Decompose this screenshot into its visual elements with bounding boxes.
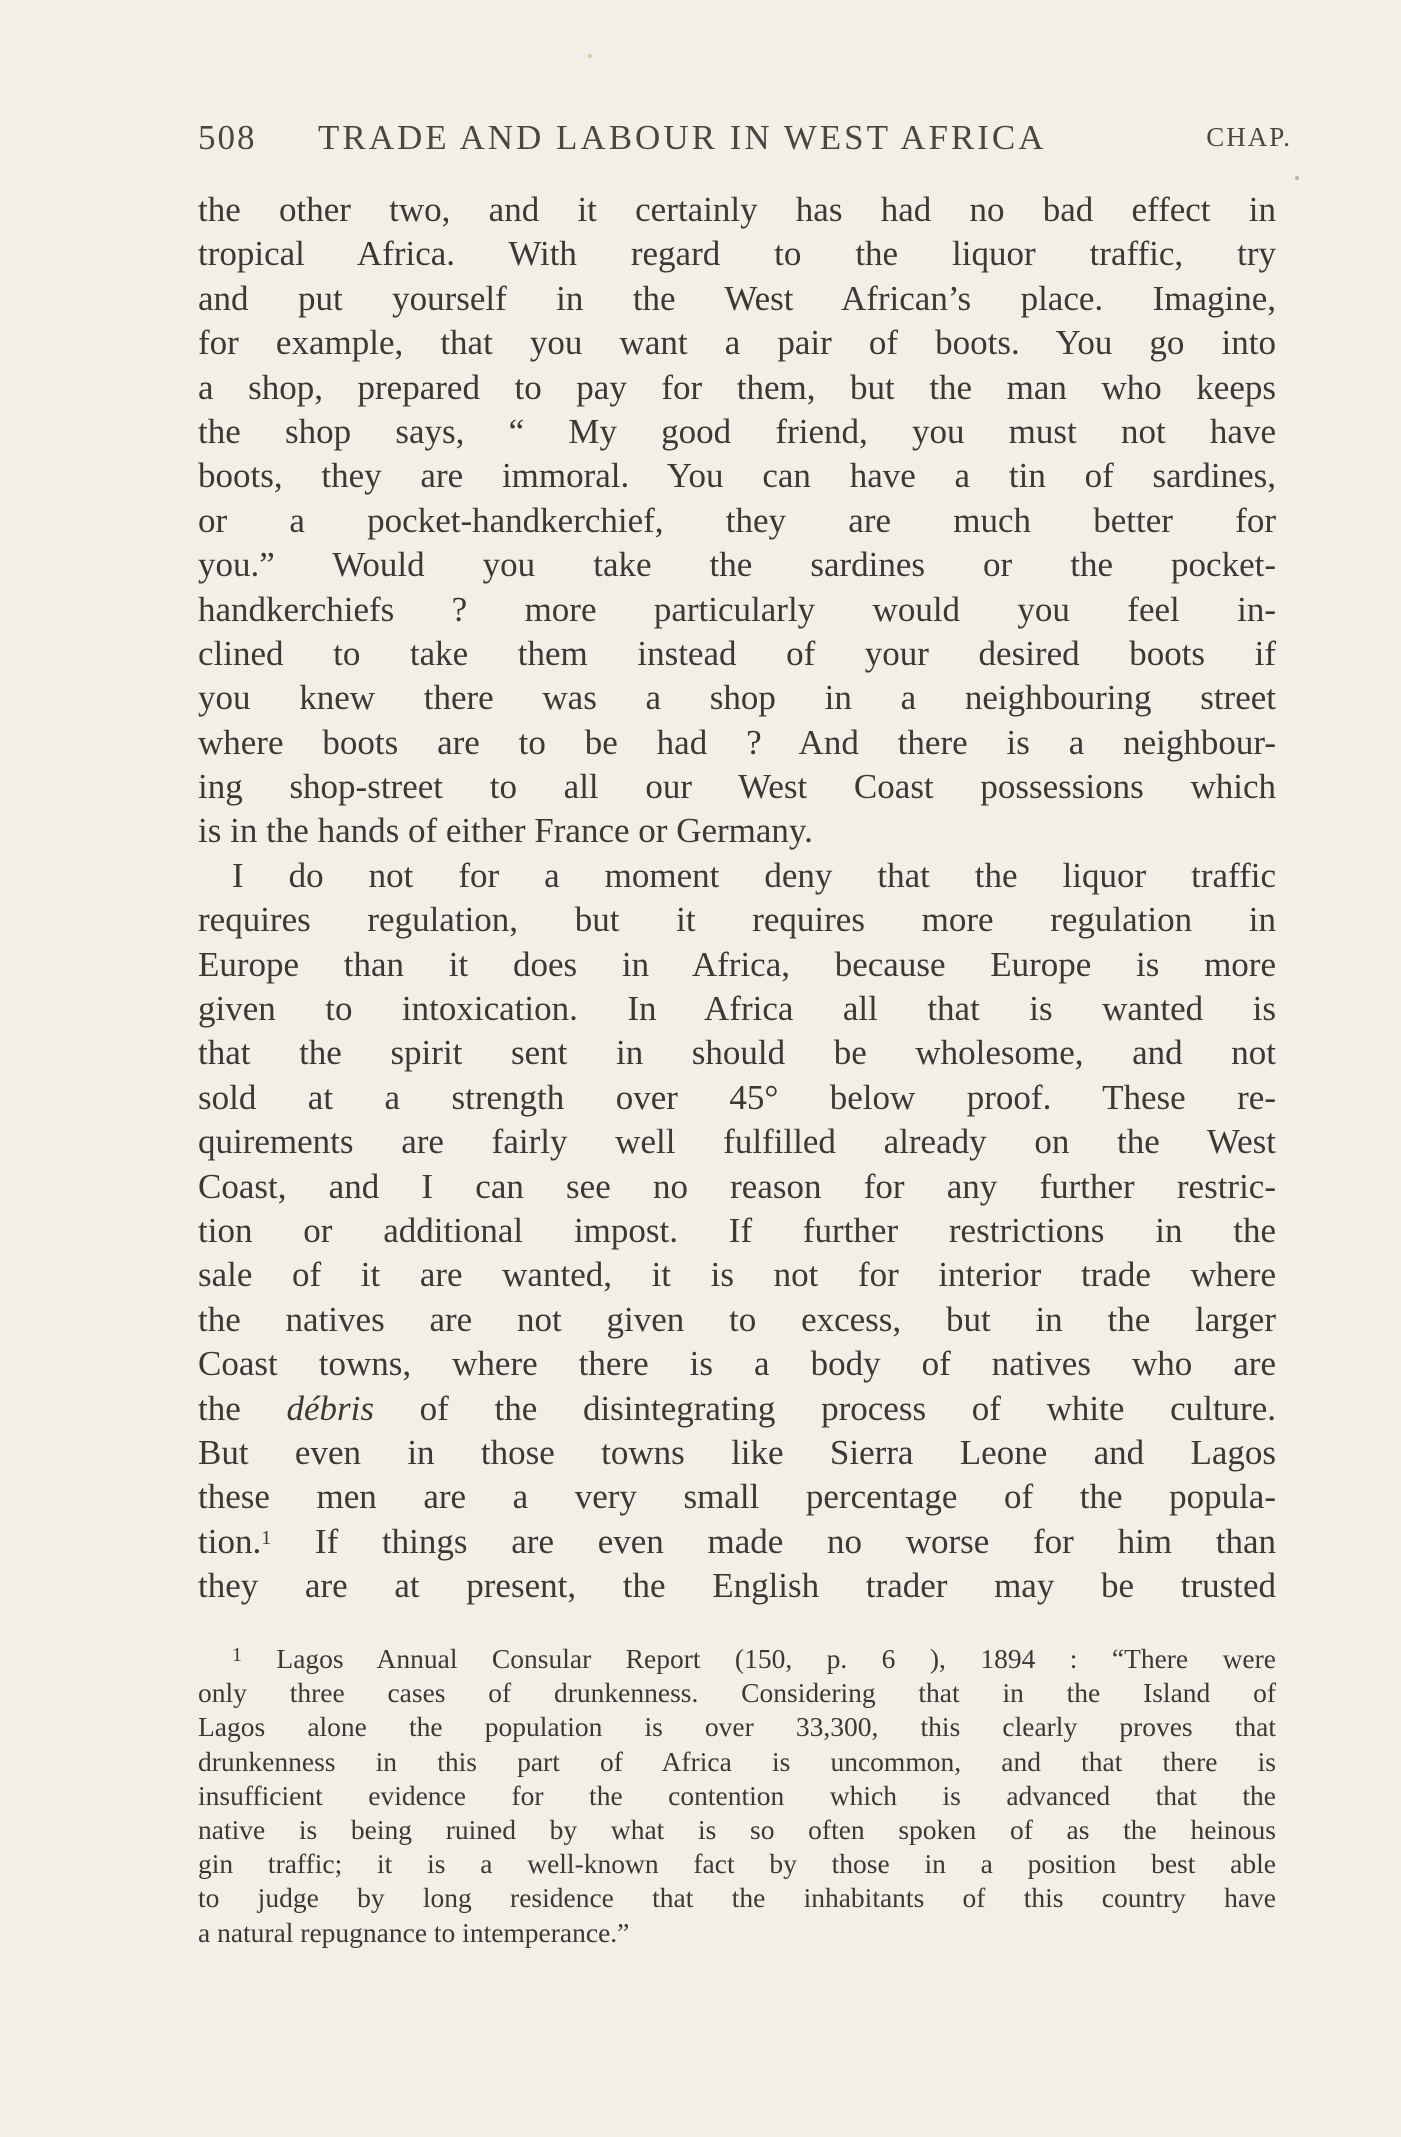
footnote-line: drunkenness in this part of Africa is uncommon, and that there is xyxy=(198,1745,1276,1777)
text-line: given to intoxication. In Africa all that is wanted is xyxy=(198,989,1276,1029)
paragraph-start-line: I do not for a moment deny that the liquor traffic xyxy=(232,855,1276,895)
text-line: you knew there was a shop in a neighbouring street xyxy=(198,678,1276,718)
text-line: and put yourself in the West African’s place. Imagine, xyxy=(198,278,1276,318)
text-line: sale of it are wanted, it is not for interior trade where xyxy=(198,1255,1276,1295)
text-line: you.” Would you take the sardines or the pocket- xyxy=(198,545,1276,585)
text-line: that the spirit sent in should be wholesome, and not xyxy=(198,1033,1276,1073)
text-line: these men are a very small percentage of the popula- xyxy=(198,1477,1276,1517)
text-fragment: the xyxy=(198,1388,287,1428)
text-line: or a pocket-handkerchief, they are much better for xyxy=(198,500,1276,540)
footnote xyxy=(198,1642,1276,1950)
text-line: boots, they are immoral. You can have a tin of sardines, xyxy=(198,456,1276,496)
footnote-line xyxy=(198,1642,1276,1676)
text-fragment: If things are even made no worse for him than xyxy=(271,1521,1276,1561)
text-line: is in the hands of either France or Germany. xyxy=(198,811,813,851)
text-line: they are at present, the English trader may be trusted xyxy=(198,1566,1276,1606)
footnote-text: Lagos Annual Consular Report (150, p. 6 ), 1894 : “There were xyxy=(242,1643,1276,1674)
italic-word: débris xyxy=(286,1388,374,1428)
text-line xyxy=(198,1520,1276,1564)
running-head xyxy=(198,118,1292,168)
footnote-line: gin traffic; it is a well-known fact by those in a position best able xyxy=(198,1848,1276,1880)
body-text xyxy=(198,188,1276,1609)
text-line: Coast towns, where there is a body of natives who are xyxy=(198,1344,1276,1384)
page-number: 508 xyxy=(198,118,257,157)
text-line: where boots are to be had ? And there is a neighbour- xyxy=(198,722,1276,762)
text-line: handkerchiefs ? more particularly would you feel in- xyxy=(198,589,1276,629)
text-line: But even in those towns like Sierra Leone and Lagos xyxy=(198,1432,1276,1472)
footnote-line: to judge by long residence that the inhabitants of this country have xyxy=(198,1882,1276,1914)
chapter-label: CHAP. xyxy=(1206,122,1292,152)
footnote-line: Lagos alone the population is over 33,300, this clearly proves that xyxy=(198,1711,1276,1743)
text-line: Coast, and I can see no reason for any further restric- xyxy=(198,1166,1276,1206)
footnote-line: insufficient evidence for the contention which is advanced that the xyxy=(198,1779,1276,1811)
text-line: the other two, and it certainly has had no bad effect in xyxy=(198,190,1276,229)
text-line: ing shop-street to all our West Coast possessions which xyxy=(198,767,1276,807)
text-line: quirements are fairly well fulfilled already on the West xyxy=(198,1122,1276,1162)
text-line: for example, that you want a pair of boots. You go into xyxy=(198,323,1276,363)
footnote-marker: 1 xyxy=(232,1644,242,1666)
text-fragment: tion. xyxy=(198,1521,262,1561)
text-line: tropical Africa. With regard to the liquor traffic, try xyxy=(198,234,1276,274)
text-line: a shop, prepared to pay for them, but the man who keeps xyxy=(198,367,1276,407)
text-line: clined to take them instead of your desired boots if xyxy=(198,633,1276,673)
text-line: the shop says, “ My good friend, you must not have xyxy=(198,411,1276,451)
text-line: tion or additional impost. If further restrictions in the xyxy=(198,1210,1276,1250)
running-title: TRADE AND LABOUR IN WEST AFRICA xyxy=(318,118,1047,157)
footnote-line: native is being ruined by what is so often spoken of as the heinous xyxy=(198,1813,1276,1845)
text-line: sold at a strength over 45° below proof. These re- xyxy=(198,1077,1276,1117)
text-line: the natives are not given to excess, but in the larger xyxy=(198,1299,1276,1339)
text-line: Europe than it does in Africa, because Europe is more xyxy=(198,944,1276,984)
paper-speck xyxy=(1295,176,1299,180)
footnote-reference: 1 xyxy=(261,1526,272,1549)
footnote-line: only three cases of drunkenness. Considering that in the Island of xyxy=(198,1677,1276,1709)
footnote-line: a natural repugnance to intemperance.” xyxy=(198,1916,630,1948)
text-fragment: of the disintegrating process of white culture. xyxy=(373,1388,1276,1428)
text-line xyxy=(198,1387,1276,1431)
text-line: requires regulation, but it requires more regulation in xyxy=(198,900,1276,940)
paper-speck xyxy=(588,54,592,58)
